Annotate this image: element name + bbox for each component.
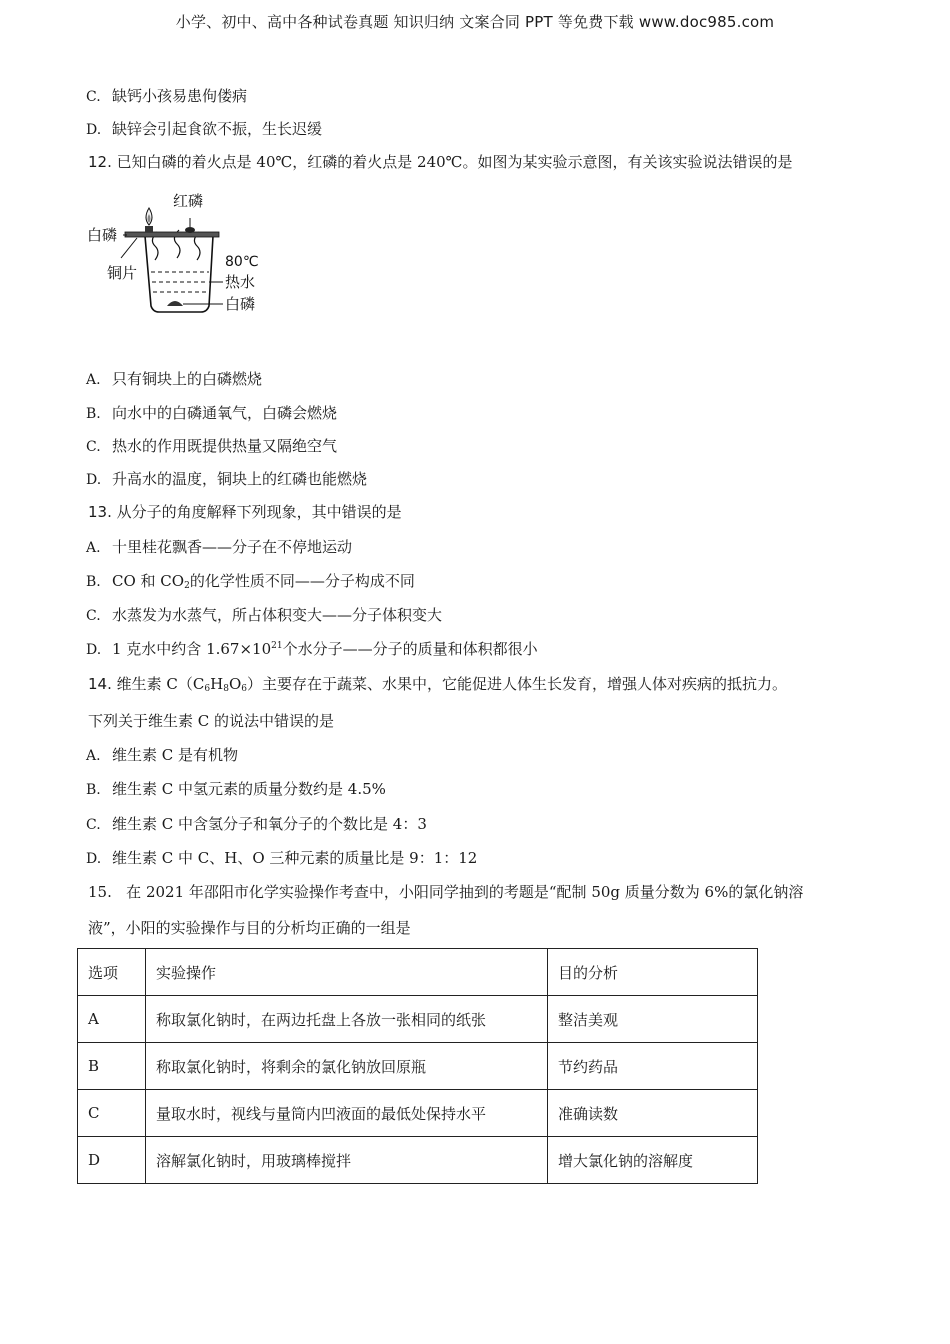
label-hot-water: 热水 xyxy=(225,273,256,291)
q14-stem xyxy=(88,673,787,694)
white-phosphorus-on-plate xyxy=(145,226,153,232)
option-label: C. xyxy=(86,89,101,105)
table-header-row xyxy=(78,949,758,996)
table-cell: 称取氯化钠时，将剩余的氯化钠放回原瓶 xyxy=(146,1043,548,1090)
option-text: 维生素 C 中 C、H、O 三种元素的质量比是 9：1：12 xyxy=(112,849,478,867)
option-label: B. xyxy=(86,574,101,590)
subscript: 8 xyxy=(223,684,229,694)
subscript: 6 xyxy=(204,684,211,694)
label-white-phosphorus-top: 白磷 xyxy=(87,226,118,244)
table-cell: C xyxy=(78,1090,146,1137)
table-header-cell: 目的分析 xyxy=(548,949,758,996)
q13-option-c xyxy=(86,604,442,625)
q12-option-d xyxy=(86,468,367,489)
option-label: C. xyxy=(86,817,101,833)
option-label: A. xyxy=(86,540,101,556)
q11-option-d xyxy=(86,118,322,139)
subscript: 2 xyxy=(184,581,190,591)
table-cell: B xyxy=(78,1043,146,1090)
q15-stem-line2: 液”，小阳的实验操作与目的分析均正确的一组是 xyxy=(88,919,411,937)
page-header: 小学、初中、高中各种试卷真题 知识归纳 文案合同 PPT 等免费下载 www.doc985.com xyxy=(175,13,775,31)
q14-option-d xyxy=(86,847,477,868)
text-part: 维生素 C（C xyxy=(116,675,205,693)
question-number: 12. xyxy=(88,153,112,171)
text-part: ）主要存在于蔬菜、水果中，它能促进人体生长发育，增强人体对疾病的抵抗力。 xyxy=(246,675,787,693)
q11-option-c xyxy=(86,85,247,106)
option-label: D. xyxy=(86,642,102,658)
table-cell: 溶解氯化钠时，用玻璃棒搅拌 xyxy=(146,1137,548,1184)
label-red-phosphorus: 红磷 xyxy=(173,192,204,210)
text-part: 1 克水中约含 1.67×10 xyxy=(112,640,272,658)
question-text: 在 2021 年邵阳市化学实验操作考查中，小阳同学抽到的考题是“配制 50g 质量分数为 6%的氯化钠溶 xyxy=(126,883,804,901)
table-cell: 准确读数 xyxy=(548,1090,758,1137)
option-label: B. xyxy=(86,782,101,798)
copper-plate xyxy=(125,232,219,237)
text-part: 的化学性质不同——分子构成不同 xyxy=(189,572,415,590)
option-label: D. xyxy=(86,851,102,867)
option-text: 升高水的温度，铜块上的红磷也能燃烧 xyxy=(112,470,368,488)
option-label: A. xyxy=(86,372,101,388)
option-text xyxy=(112,572,415,590)
label-white-phosphorus-bottom: 白磷 xyxy=(225,295,256,313)
q12-stem xyxy=(88,151,792,172)
option-label: A. xyxy=(86,748,101,764)
red-phosphorus-on-plate xyxy=(185,227,195,233)
table-row xyxy=(78,1137,758,1184)
q12-option-b xyxy=(86,402,337,423)
option-text: 向水中的白磷通氧气，白磷会燃烧 xyxy=(112,404,338,422)
option-text: 维生素 C 是有机物 xyxy=(112,746,239,764)
q13-option-a xyxy=(86,536,352,557)
table-row xyxy=(78,996,758,1043)
white-phosphorus-in-water xyxy=(167,301,183,306)
q12-option-a xyxy=(86,368,262,389)
question-text: 已知白磷的着火点是 40℃，红磷的着火点是 240℃。如图为某实验示意图，有关该实验说法错误的是 xyxy=(116,153,793,171)
leader-line xyxy=(121,238,137,258)
q13-stem xyxy=(88,501,402,522)
q15-stem xyxy=(88,881,803,902)
subscript: 6 xyxy=(241,684,247,694)
table-cell: 节约药品 xyxy=(548,1043,758,1090)
q14-stem-line2: 下列关于维生素 C 的说法中错误的是 xyxy=(88,712,335,730)
text-part: CO 和 CO xyxy=(112,572,185,590)
q14-option-c xyxy=(86,813,427,834)
option-text: 热水的作用既提供热量又隔绝空气 xyxy=(112,437,338,455)
question-number: 13. xyxy=(88,503,112,521)
text-part: H xyxy=(210,675,224,693)
table-cell: A xyxy=(78,996,146,1043)
q12-option-c xyxy=(86,435,337,456)
table-header-cell: 实验操作 xyxy=(146,949,548,996)
table-row xyxy=(78,1090,758,1137)
q15-options-table xyxy=(77,948,758,1184)
table-cell: 整洁美观 xyxy=(548,996,758,1043)
option-text: 维生素 C 中氢元素的质量分数约是 4.5% xyxy=(112,780,386,798)
label-copper-plate: 铜片 xyxy=(107,264,138,282)
table-cell: 量取水时，视线与量筒内凹液面的最低处保持水平 xyxy=(146,1090,548,1137)
q13-option-d xyxy=(86,638,538,659)
table-cell: 增大氯化钠的溶解度 xyxy=(548,1137,758,1184)
option-text xyxy=(112,640,538,658)
label-temperature: 80℃ xyxy=(225,254,259,270)
text-part: O xyxy=(228,675,242,693)
option-text: 维生素 C 中含氢分子和氧分子的个数比是 4：3 xyxy=(112,815,427,833)
table-cell: 称取氯化钠时，在两边托盘上各放一张相同的纸张 xyxy=(146,996,548,1043)
superscript: 21 xyxy=(271,641,283,651)
option-text: 只有铜块上的白磷燃烧 xyxy=(112,370,263,388)
question-text: 从分子的角度解释下列现象，其中错误的是 xyxy=(116,503,402,521)
option-label: D. xyxy=(86,122,102,138)
option-text: 水蒸发为水蒸气，所占体积变大——分子体积变大 xyxy=(112,606,443,624)
table-row xyxy=(78,1043,758,1090)
q13-option-b xyxy=(86,570,415,591)
option-text: 十里桂花飘香——分子在不停地运动 xyxy=(112,538,353,556)
question-number: 15. xyxy=(88,883,112,901)
text-part: 个水分子——分子的质量和体积都很小 xyxy=(282,640,538,658)
option-text: 缺钙小孩易患佝偻病 xyxy=(112,87,248,105)
q14-option-a xyxy=(86,744,238,765)
option-text: 缺锌会引起食欲不振，生长迟缓 xyxy=(112,120,323,138)
option-label: B. xyxy=(86,406,101,422)
table-header-cell: 选项 xyxy=(78,949,146,996)
option-label: C. xyxy=(86,608,101,624)
question-number: 14. xyxy=(88,675,112,693)
table-cell: D xyxy=(78,1137,146,1184)
option-label: C. xyxy=(86,439,101,455)
q14-option-b xyxy=(86,778,386,799)
option-label: D. xyxy=(86,472,102,488)
combustion-experiment-diagram xyxy=(85,188,285,328)
